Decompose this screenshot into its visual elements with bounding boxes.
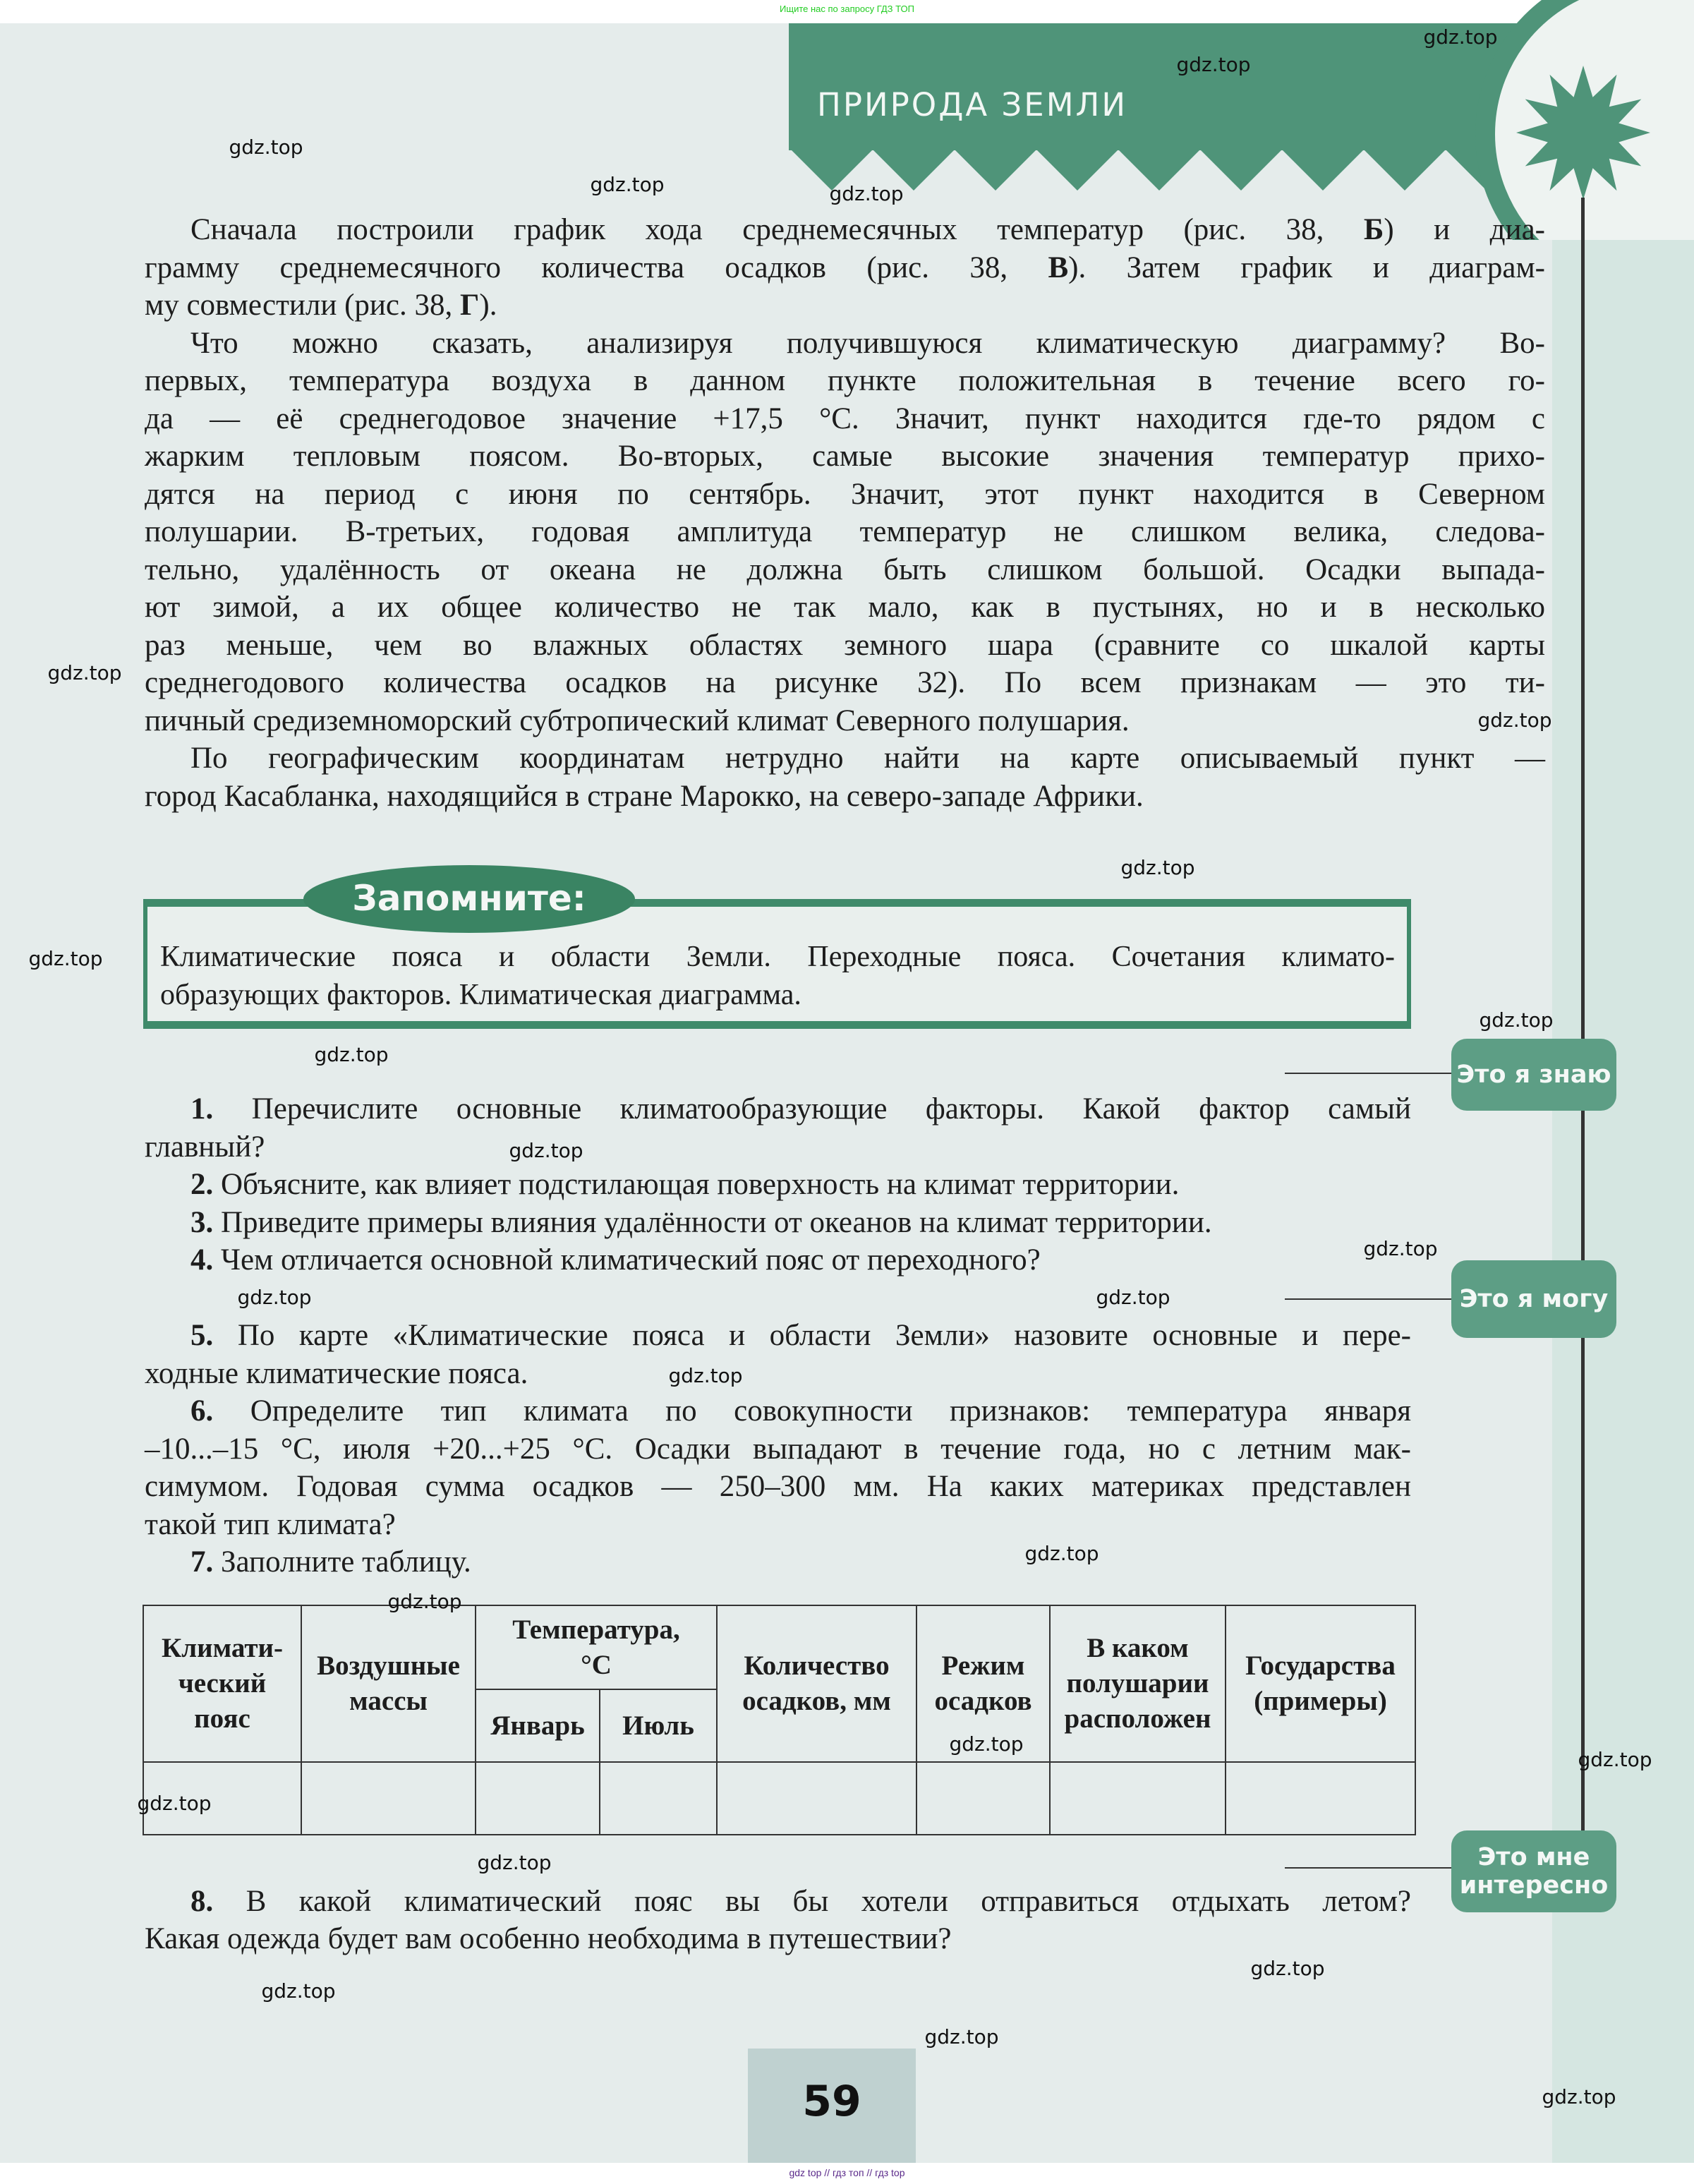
text-line: симумом. Годовая сумма осадков — 250–300 мм. На каких материках представлен [145,1470,1411,1503]
header-air-masses: Воздушные массы [301,1605,476,1762]
question-number: 8. [190,1884,214,1918]
text-line [145,286,1545,325]
remember-label: Запомните: [303,865,635,933]
watermark: gdz.top [1250,1957,1325,1980]
header-hemisphere: В каком полушарии расположен [1050,1605,1226,1762]
question-item [145,1090,1411,1166]
footer-watermark: gdz top // гдз топ // гдз top [0,2163,1694,2184]
watermark: gdz.top [590,173,665,196]
question-number: 7. [190,1545,214,1579]
text-line: среднегодового количества осадков на рисунке 32). По всем признакам — это ти- [145,666,1545,699]
text-line [145,1317,1411,1355]
table-row-empty [143,1762,1415,1835]
watermark: gdz.top [47,661,122,684]
banner-tooth [1200,150,1282,191]
table-cell[interactable] [916,1762,1050,1835]
bold-figure-ref: В [1048,251,1069,284]
text-line: ходные климатические пояса. [145,1356,528,1390]
question-text: Объясните, как влияет подстилающая поверхность на климат территории. [221,1168,1180,1201]
banner-tooth [1282,150,1364,191]
banner-tooth [1364,150,1446,191]
question-item [145,1543,1411,1581]
text-line [145,1241,1411,1279]
climate-table [143,1605,1416,1835]
watermark: gdz.top [229,135,303,159]
paragraph [145,211,1545,325]
text-line: Какая одежда будет вам особенно необходима в путешествии? [145,1922,952,1955]
question-text: Определите тип климата по совокупности признаков: температура января [250,1394,1412,1428]
question-number: 2. [190,1168,214,1201]
text-line: жарким тепловым поясом. Во-вторых, самые высокие значения температур прихо- [145,440,1545,473]
text-line [145,1090,1411,1128]
body-text [145,211,1545,815]
tab-connector-line [1285,1298,1454,1300]
header-july: Июль [600,1689,717,1762]
text-line [145,211,1545,249]
table-cell[interactable] [717,1762,916,1835]
tab-connector-line [1285,1867,1454,1869]
question-number: 6. [190,1394,214,1428]
text-line: Климатические пояса и области Земли. Переходные пояса. Сочетания климато- [160,941,1395,973]
header-temperature: Температура, °С [476,1605,717,1689]
watermark: gdz.top [261,1979,336,2003]
text-line: ют зимой, а их общее количество не так мало, как в пустынях, но и в несколько [145,591,1545,624]
watermark: gdz.top [1096,1286,1170,1309]
text-segment: ) и диа- [1384,213,1545,246]
text-line: раз меньше, чем во влажных областях земного шара (сравните со шкалой карты [145,628,1545,662]
text-line [145,249,1545,287]
table-cell[interactable] [301,1762,476,1835]
tab-i-can[interactable]: Это я могу [1451,1260,1616,1338]
text-line: да — её среднегодовое значение +17,5 °С. Значит, пункт находится где-то рядом с [145,402,1545,435]
table-cell[interactable] [1050,1762,1226,1835]
remember-text [160,939,1395,1014]
question-number: 3. [190,1205,214,1239]
text-line: пичный средиземноморский субтропический климат Северного полушария. [145,704,1130,737]
text-segment: му совместили (рис. 38, [145,289,461,322]
question-number: 1. [190,1092,214,1126]
top-search-banner: Ищите нас по запросу ГДЗ ТОП [0,0,1694,23]
text-line: –10...–15 °С, июля +20...+25 °С. Осадки выпадают в течение года, но с летним мак- [145,1432,1411,1466]
text-line: образующих факторов. Климатическая диаграмма. [160,978,801,1011]
watermark: gdz.top [829,182,904,205]
text-line: главный? [145,1130,265,1164]
tab-interesting[interactable]: Это мне интересно [1451,1830,1616,1912]
text-line [145,1392,1411,1430]
watermark: gdz.top [1024,1542,1099,1565]
text-segment: ). Затем график и диаграм- [1068,251,1545,284]
watermark: gdz.top [28,947,103,970]
header-january: Январь [476,1689,600,1762]
question-number: 5. [190,1319,214,1352]
text-line [145,1543,1411,1581]
banner-tooth [955,150,1036,191]
watermark: gdz.top [1578,1748,1652,1771]
text-line: дятся на период с июня по сентябрь. Значит, этот пункт находится в Северном [145,477,1545,511]
header-belt: Климати- ческий пояс [143,1605,301,1762]
question-text: Заполните таблицу. [221,1545,471,1579]
paragraph [145,740,1545,815]
banner-tooth [1118,150,1200,191]
text-line: тельно, удалённость от океана не должна быть слишком большой. Осадки выпада- [145,553,1545,586]
text-segment: ). [479,289,497,322]
watermark: gdz.top [1479,1008,1554,1032]
header-regime: Режим осадков [916,1605,1050,1762]
watermark: gdz.top [314,1043,389,1066]
question-item [145,1883,1411,1958]
question-item [145,1241,1411,1279]
question-item [145,1317,1411,1392]
text-line [145,1204,1411,1242]
side-divider-line [1581,198,1585,1835]
text-line: По географическим координатам нетрудно найти на карте описываемый пункт — [190,742,1545,775]
paragraph [145,325,1545,740]
watermark: gdz.top [509,1139,583,1162]
watermark: gdz.top [668,1364,743,1387]
watermark: gdz.top [387,1590,462,1613]
text-line: полушарии. В-третьих, годовая амплитуда температур не слишком велика, следова- [145,515,1545,548]
section-gap [145,1279,1411,1317]
watermark: gdz.top [1363,1237,1438,1260]
text-segment: Сначала построили график хода среднемесячных температур (рис. 38, [190,213,1364,246]
header-countries: Государства (примеры) [1226,1605,1415,1762]
question-number: 4. [190,1243,214,1277]
question-text: Чем отличается основной климатический пояс от переходного? [221,1243,1041,1277]
tab-i-know[interactable]: Это я знаю [1451,1039,1616,1111]
table-cell[interactable] [600,1762,717,1835]
bold-figure-ref: Г [460,289,480,322]
text-line: город Касабланка, находящийся в стране Марокко, на северо-западе Африки. [145,779,1144,813]
tab-connector-line [1285,1073,1454,1074]
banner-tooth [1036,150,1118,191]
watermark: gdz.top [1477,708,1552,732]
table-cell[interactable] [1226,1762,1415,1835]
question-item [145,1392,1411,1543]
watermark: gdz.top [477,1851,552,1874]
text-segment: грамму среднемесячного количества осадков (рис. 38, [145,251,1048,284]
bold-figure-ref: Б [1363,213,1384,246]
question-text: Приведите примеры влияния удалённости от океанов на климат территории. [221,1205,1212,1239]
question-text: По карте «Климатические пояса и области Земли» назовите основные и пере- [237,1319,1411,1352]
section-title: ПРИРОДА ЗЕМЛИ [817,86,1128,123]
page-number: 59 [748,2049,916,2163]
text-line [145,1166,1411,1204]
question-text: Перечислите основные климатообразующие факторы. Какой фактор самый [251,1092,1411,1126]
watermark: gdz.top [237,1286,312,1309]
watermark: gdz.top [137,1792,212,1815]
watermark: gdz.top [949,1732,1024,1756]
question-text: В какой климатический пояс вы бы хотели отправиться отдыхать летом? [246,1884,1412,1918]
watermark: gdz.top [1120,856,1195,879]
text-line: первых, температура воздуха в данном пункте положительная в течение всего го- [145,364,1545,397]
watermark: gdz.top [1423,25,1498,49]
watermark: gdz.top [924,2025,999,2049]
text-line: Что можно сказать, анализируя получившуюся климатическую диаграмму? Во- [190,326,1545,360]
watermark: gdz.top [1176,53,1251,76]
question-item [145,1166,1411,1204]
header-precipitation: Количество осадков, мм [717,1605,916,1762]
question-item [145,1204,1411,1242]
watermark: gdz.top [1542,2085,1616,2108]
text-line: такой тип климата? [145,1507,396,1541]
table-cell[interactable] [476,1762,600,1835]
text-line [145,1883,1411,1921]
